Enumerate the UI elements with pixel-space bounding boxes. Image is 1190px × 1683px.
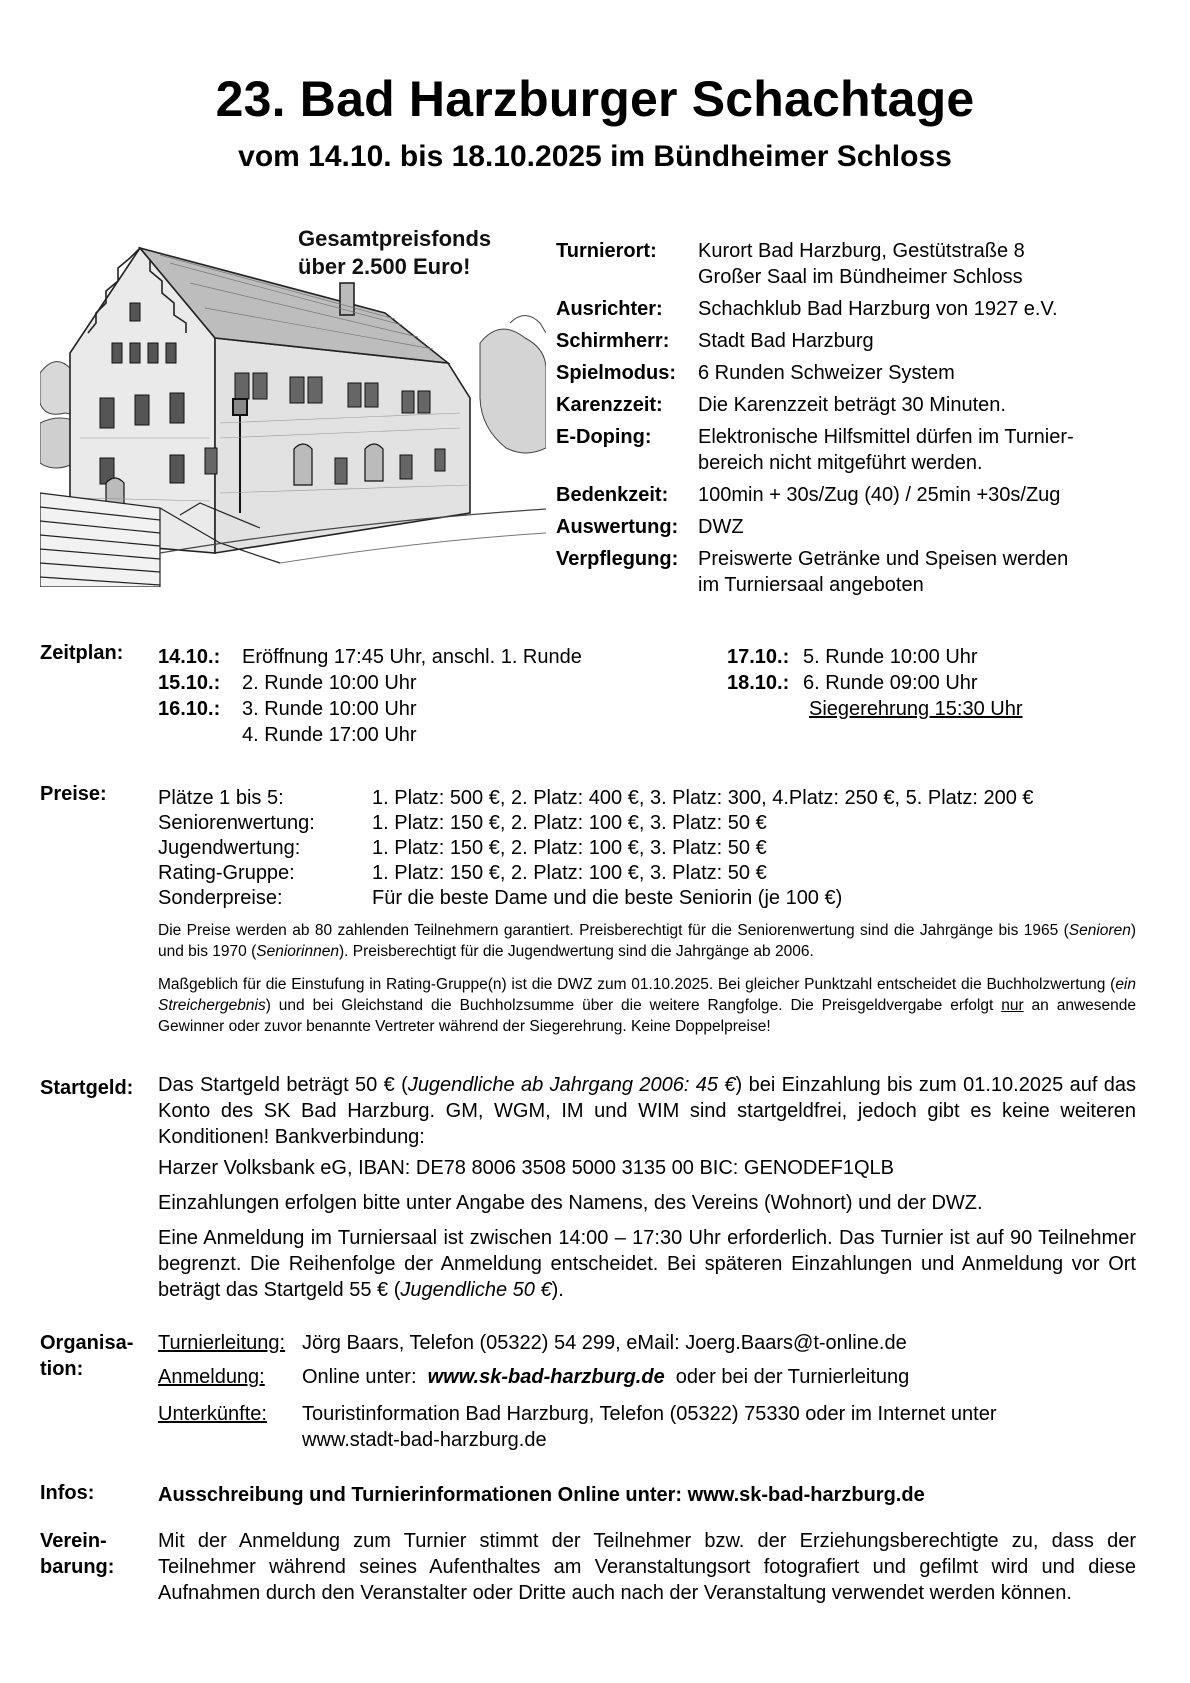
entry-fee-paragraph: Das Startgeld beträgt 50 € (Jugendliche ab Jahrgang 2006: 45 €) bei Einzahlung bis zum 01.10.2025 auf das Konto des SK Bad Harzburg. GM, WGM, IM und WIM sind startgeldfrei, jedoch gibt es keine weiteren Konditionen! Bankverbindung: <box>158 1074 1136 1148</box>
schedule-row: 4. Runde 17:00 Uhr <box>242 724 417 746</box>
agreement-label: Verein- barung: <box>40 1530 115 1578</box>
contact-email: Jörg Baars, Telefon (05322) 54 299, eMail: Joerg.Baars@t-online.de <box>302 1332 907 1354</box>
info-row <box>556 296 1138 322</box>
info-label: Spielmodus: <box>556 362 677 384</box>
schedule-row: 17.10.: 5. Runde 10:00 Uhr <box>727 646 978 668</box>
info-value: 100min + 30s/Zug (40) / 25min +30s/Zug <box>698 484 1061 506</box>
info-row <box>556 424 1138 476</box>
info-value: 6 Runden Schweizer System <box>698 362 955 384</box>
info-label: Verpflegung: <box>556 548 679 570</box>
info-label: Karenzzeit: <box>556 394 663 416</box>
prize-fund-line2: über 2.500 Euro! <box>298 254 471 279</box>
info-row <box>556 360 1138 386</box>
info-value: Die Karenzzeit beträgt 30 Minuten. <box>698 394 1006 416</box>
info-value: Kurort Bad Harzburg, Gestütstraße 8 Großer Saal im Bündheimer Schloss <box>698 240 1025 288</box>
org-row-turnierleitung: Turnierleitung: Jörg Baars, Telefon (05322) 54 299, eMail: Joerg.Baars@t-online.de <box>158 1330 1102 1356</box>
info-label: Ausrichter: <box>556 298 663 320</box>
payment-note: Einzahlungen erfolgen bitte unter Angabe des Namens, des Vereins (Wohnort) und der DWZ. <box>158 1192 983 1214</box>
info-value: Schachklub Bad Harzburg von 1927 e.V. <box>698 298 1058 320</box>
prize-row: Sonderpreise: Für die beste Dame und die beste Seniorin (je 100 €) <box>158 887 843 909</box>
prize-fund-line1: Gesamtpreisfonds <box>298 226 492 251</box>
info-row <box>556 238 1138 290</box>
prizes-table <box>158 786 1034 911</box>
prizes-label: Preise: <box>40 783 107 805</box>
info-value: Elektronische Hilfsmittel dürfen im Turnier- bereich nicht mitgeführt werden. <box>698 426 1074 474</box>
info-row <box>556 328 1138 354</box>
org-row-unterkuenfte: Unterkünfte: Touristinformation Bad Harzburg, Telefon (05322) 75330 oder im Internet unter www.stadt-bad-harzburg.de <box>158 1401 1102 1453</box>
page-title: 23. Bad Harzburger Schachtage <box>215 71 975 127</box>
schedule-right-column <box>727 644 1022 722</box>
prizes-note-1: Die Preise werden ab 80 zahlenden Teilnehmern garantiert. Preisberechtigt für die Seniorenwertung sind die Jahrgänge bis 1965 (Senioren) und bis 1970 (Seniorinnen). Preisberechtigt für die Jugendwertung sind die Jahrgänge ab 2006. <box>158 922 1136 960</box>
registration-paragraph: Eine Anmeldung im Turniersaal ist zwischen 14:00 – 17:30 Uhr erforderlich. Das Turnier ist auf 90 Teilnehmer begrenzt. Die Reihenfolge der Anmeldung entscheidet. Bei späteren Einzahlungen und Anmeldung vor Ort beträgt das Startgeld 55 € (Jugendliche 50 €). <box>158 1227 1136 1301</box>
page-subtitle: vom 14.10. bis 18.10.2025 im Bündheimer Schloss <box>238 140 952 173</box>
org-row-anmeldung: Anmeldung: Online unter: www.sk-bad-harzburg.de oder bei der Turnierleitung <box>158 1366 910 1388</box>
infos-label: Infos: <box>40 1482 95 1504</box>
schedule-left-column <box>158 644 582 748</box>
schedule-row: 15.10.: 2. Runde 10:00 Uhr <box>158 672 417 694</box>
info-label: Schirmherr: <box>556 330 670 352</box>
info-row <box>556 514 1138 540</box>
registration-link[interactable]: www.sk-bad-harzburg.de <box>427 1366 665 1388</box>
schedule-row: 14.10.: Eröffnung 17:45 Uhr, anschl. 1. Runde <box>158 646 582 668</box>
info-row <box>556 482 1138 508</box>
prize-row: Seniorenwertung: 1. Platz: 150 €, 2. Platz: 100 €, 3. Platz: 50 € <box>158 812 767 834</box>
prize-row: Plätze 1 bis 5: 1. Platz: 500 €, 2. Platz: 400 €, 3. Platz: 300, 4.Platz: 250 €, 5. Platz: 200 € <box>158 787 1034 809</box>
info-label: Bedenkzeit: <box>556 484 669 506</box>
info-value: DWZ <box>698 516 744 538</box>
award-ceremony: Siegerehrung 15:30 Uhr <box>809 698 1023 720</box>
info-label: Auswertung: <box>556 516 679 538</box>
info-row <box>556 546 1138 598</box>
prizes-note-2: Maßgeblich für die Einstufung in Rating-Gruppe(n) ist die DWZ zum 01.10.2025. Bei gleicher Punktzahl entscheidet die Buchholzwertung (ein Streichergebnis) und bei Gleichstand die Buchholzsumme über die weitere Rangfolge. Die Preisgeldvergabe erfolgt nur an anwesende Gewinner oder zuvor benannte Vertreter während der Siegerehrung. Keine Doppelpreise! <box>158 976 1137 1035</box>
info-row <box>556 392 1138 418</box>
schedule-row: 16.10.: 3. Runde 10:00 Uhr <box>158 698 417 720</box>
schedule-label: Zeitplan: <box>40 642 124 664</box>
entry-fee-label: Startgeld: <box>40 1077 134 1099</box>
agreement-text: Mit der Anmeldung zum Turnier stimmt der Teilnehmer bzw. der Erziehungsberechtigte zu, dass der Teilnehmer während seines Aufenthaltes am Veranstaltungsort fotografiert und gefilmt wird und diese Aufnahmen durch den Veranstalter oder Dritte auch nach der Veranstaltung verwendet werden können. <box>158 1530 1136 1604</box>
infos-text: Ausschreibung und Turnierinformationen Online unter: www.sk-bad-harzburg.de <box>158 1484 925 1506</box>
schedule-row: 18.10.: 6. Runde 09:00 Uhr <box>727 672 978 694</box>
info-value: Stadt Bad Harzburg <box>698 330 874 352</box>
info-label: E-Doping: <box>556 426 652 448</box>
city-website-link[interactable]: www.stadt-bad-harzburg.de <box>302 1429 547 1451</box>
prize-row: Rating-Gruppe: 1. Platz: 150 €, 2. Platz: 100 €, 3. Platz: 50 € <box>158 862 767 884</box>
info-label: Turnierort: <box>556 240 657 262</box>
tournament-info-table <box>556 238 1138 604</box>
prize-fund-callout <box>298 225 528 281</box>
prize-row: Jugendwertung: 1. Platz: 150 €, 2. Platz: 100 €, 3. Platz: 50 € <box>158 837 767 859</box>
organisation-label: Organisa- tion: <box>40 1332 134 1380</box>
info-value: Preiswerte Getränke und Speisen werden im Turniersaal angeboten <box>698 548 1069 596</box>
bank-details: Harzer Volksbank eG, IBAN: DE78 8006 3508 5000 3135 00 BIC: GENODEF1QLB <box>158 1157 894 1179</box>
